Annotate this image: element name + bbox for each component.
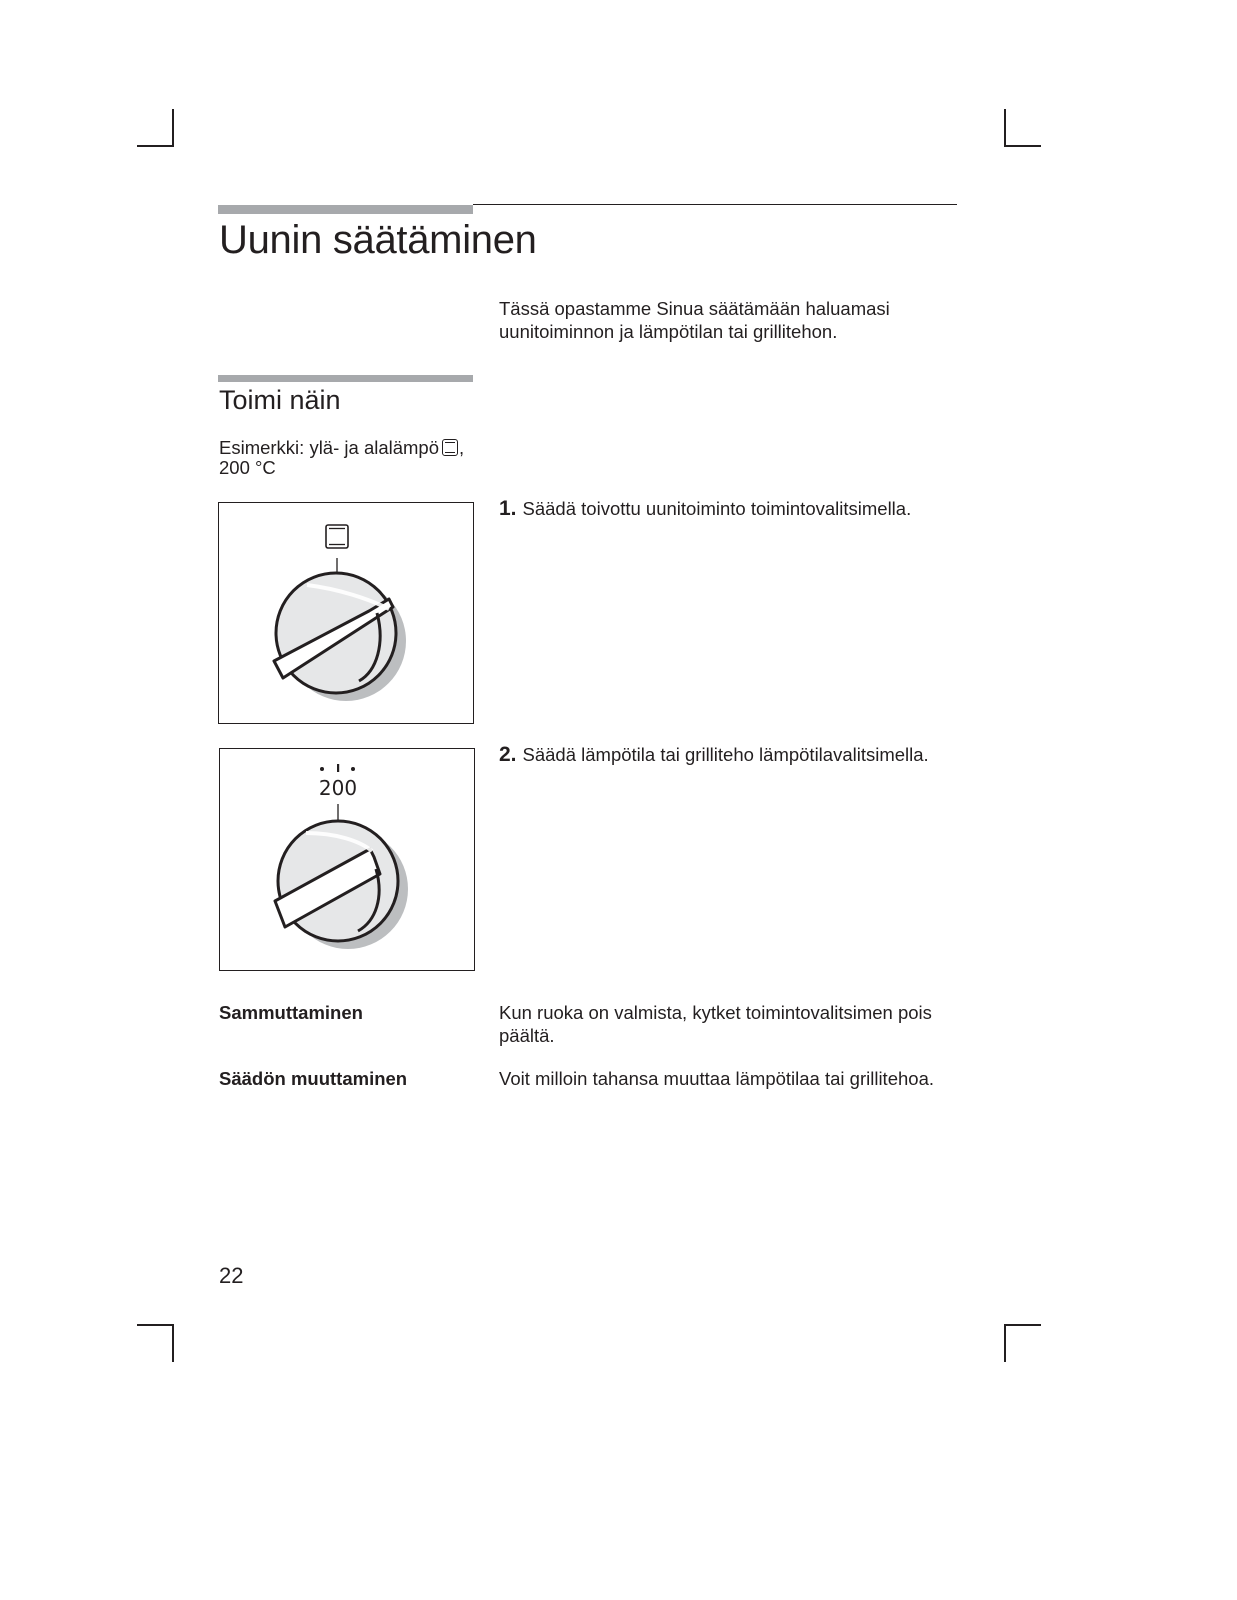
crop-mark-bottom-right-v <box>1004 1324 1006 1362</box>
note-1-text: Kun ruoka on valmista, kytket toimintovalitsimen pois päältä. <box>499 1002 932 1046</box>
crop-mark-top-left-v <box>172 109 174 146</box>
step-1 <box>499 497 959 520</box>
step-2 <box>499 743 969 766</box>
crop-mark-bottom-left-v <box>172 1324 174 1362</box>
crop-mark-top-right-v <box>1004 109 1006 146</box>
step-2-number: 2. <box>499 743 517 766</box>
note-2-label: Säädön muuttaminen <box>219 1068 408 1089</box>
section-title: Toimi näin <box>219 385 341 415</box>
step-1-text: Säädä toivottu uunitoiminto toimintovalitsimella. <box>522 498 912 519</box>
temperature-scale-marks <box>320 764 355 772</box>
temperature-label: 200 <box>318 776 358 800</box>
temperature-knob <box>275 821 408 949</box>
intro-text: Tässä opastamme Sinua säätämään haluamasi uunitoiminnon ja lämpötilan tai grillitehon. <box>499 298 890 342</box>
note-2-text: Voit milloin tahansa muuttaa lämpötilaa tai grillitehoa. <box>499 1068 934 1089</box>
step-2-text: Säädä lämpötila tai grilliteho lämpötilavalitsimella. <box>522 744 929 765</box>
title-thin-rule <box>473 204 957 205</box>
crop-mark-top-right-h <box>1004 145 1041 147</box>
function-selector-figure <box>218 502 474 724</box>
page-title: Uunin säätäminen <box>219 218 537 262</box>
crop-mark-bottom-right-h <box>1004 1324 1041 1326</box>
temperature-selector-figure <box>219 748 475 971</box>
example-line2: 200 °C <box>219 457 276 478</box>
section-gray-rule <box>218 375 473 382</box>
crop-mark-bottom-left-h <box>137 1324 174 1326</box>
example-line1: Esimerkki: ylä- ja alalämpö <box>219 437 440 458</box>
page-number: 22 <box>219 1263 244 1288</box>
top-bottom-heat-icon <box>442 439 458 456</box>
temperature-knob-illustration <box>220 749 474 970</box>
title-gray-rule <box>218 205 473 214</box>
step-1-number: 1. <box>499 497 517 520</box>
function-knob <box>274 573 406 701</box>
note-1-label: Sammuttaminen <box>219 1002 363 1023</box>
example-text <box>219 438 489 478</box>
oven-function-icon <box>326 525 348 548</box>
crop-mark-top-left-h <box>137 145 174 147</box>
example-line1-comma: , <box>459 437 465 458</box>
function-knob-illustration <box>219 503 473 723</box>
